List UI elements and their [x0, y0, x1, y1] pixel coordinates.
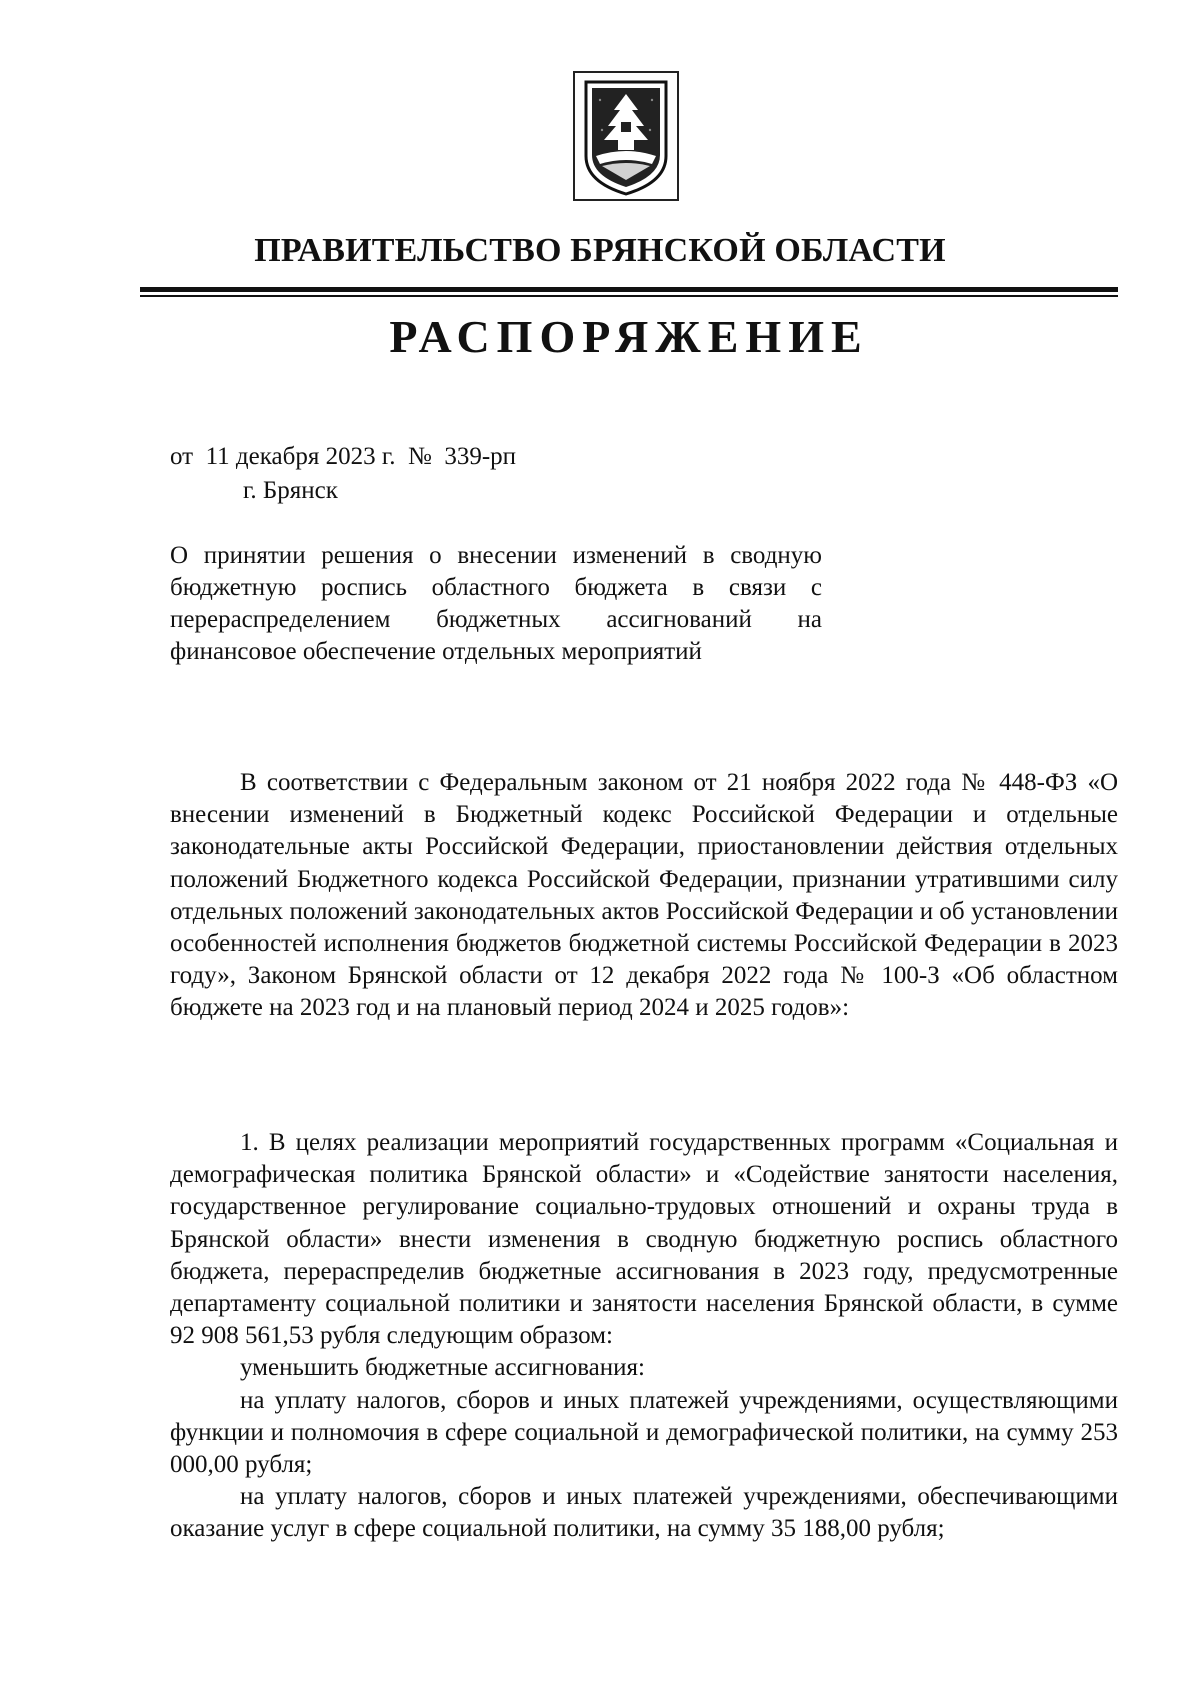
document-subject: О принятии решения о внесении изменений в сводную бюджетную роспись областного бюджета в связи с перераспределением бюджетных ассигнований на финансовое обеспечение отдельных мероприятий — [170, 542, 822, 665]
header-rule-thick — [140, 287, 1118, 292]
item-1-paragraph: 1. В целях реализации мероприятий государственных программ «Социальная и демографическая политика Брянской области» и «Содействие занятости населения, государственное регулирование социально-трудовых отношений и охраны труда в Брянской области» внести изменения в сводную бюджетную роспись областного бюджета, перераспределив бюджетные ассигнования в 2023 году, предусмотренные департаменту социальной политики и занятости населения Брянской области, в сумме 92 908 561,53 рубля следующим образом: — [170, 1129, 1118, 1350]
reduce-heading: уменьшить бюджетные ассигнования: — [240, 1354, 645, 1382]
operative-section — [170, 1127, 1118, 1546]
organization-title: ПРАВИТЕЛЬСТВО БРЯНСКОЙ ОБЛАСТИ — [254, 232, 946, 269]
coat-of-arms-emblem — [572, 70, 680, 202]
reduce-item-b: на уплату налогов, сборов и иных платежей учреждениями, обеспечивающими оказание услуг в сфере социальной политики, на сумму 35 188,00 рубля; — [170, 1483, 1118, 1543]
preamble-paragraph: В соответствии с Федеральным законом от 21 ноября 2022 года № 448-ФЗ «О внесении изменений в Бюджетный кодекс Российской Федерации и отдельные законодательные акты Российской Федерации, приостановлении действия отдельных положений Бюджетного кодекса Российской Федерации, признании утратившими силу отдельных положений законодательных актов Российской Федерации и об установлении особенностей исполнения бюджетов бюджетной системы Российской Федерации в 2023 году», Законом Брянской области от 12 декабря 2022 года № 100-З «Об областном бюджете на 2023 год и на плановый период 2024 и 2025 годов»: — [170, 769, 1118, 1022]
coat-of-arms-icon — [572, 70, 680, 202]
city-line: г. Брянск — [243, 477, 338, 504]
document-type-heading: РАСПОРЯЖЕНИЕ — [389, 311, 869, 362]
reduce-item-a: на уплату налогов, сборов и иных платежей учреждениями, осуществляющими функции и полномочия в сфере социальной и демографической политики, на сумму 253 000,00 рубля; — [170, 1386, 1118, 1479]
date-number-line: от 11 декабря 2023 г. № 339-рп — [170, 443, 517, 470]
header-rule-thin — [140, 295, 1118, 297]
